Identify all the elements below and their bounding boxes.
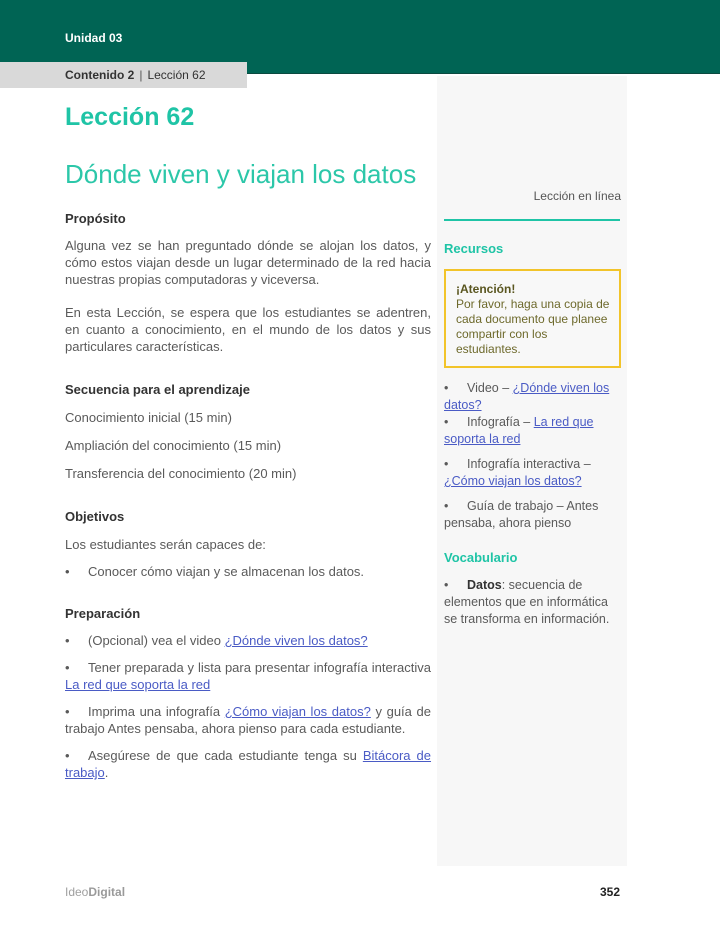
purpose-heading: Propósito xyxy=(65,211,126,226)
vocabulary-heading: Vocabulario xyxy=(444,550,518,565)
infographic-link[interactable]: ¿Cómo viajan los datos? xyxy=(224,704,371,719)
sequence-item: Conocimiento inicial (15 min) xyxy=(65,410,232,425)
breadcrumb-content: Contenido 2 xyxy=(65,68,135,82)
page-title: Lección 62 xyxy=(65,103,195,131)
unit-label: Unidad 03 xyxy=(65,31,123,45)
resource-label: Guía de trabajo – Antes pensaba, ahora pienso xyxy=(444,499,599,530)
vocabulary-definition: : secuencia de elementos que en informática se transforma en información. xyxy=(444,578,610,626)
brand-bold: Digital xyxy=(88,885,126,899)
alert-text: Por favor, haga una copia de cada documento que planee compartir con los estudiantes. xyxy=(456,297,610,356)
breadcrumb-lesson: Lección 62 xyxy=(147,68,206,82)
preparation-text: Asegúrese de que cada estudiante tenga su xyxy=(88,748,363,763)
resource-label: Video – xyxy=(467,381,513,395)
resource-item xyxy=(444,414,621,448)
page-number: 352 xyxy=(599,885,620,899)
purpose-paragraph: Alguna vez se han preguntado dónde se alojan los datos, y cómo estos viajan desde un lugar determinado de la red hacia nuestras propias computadoras y viceversa. xyxy=(65,238,431,287)
vocabulary-term: Datos xyxy=(467,578,502,592)
video-link[interactable]: ¿Dónde viven los datos? xyxy=(224,633,368,648)
attention-alert xyxy=(444,269,621,368)
resource-item xyxy=(444,380,621,414)
breadcrumb-separator: | xyxy=(139,68,143,82)
objective-item xyxy=(65,563,431,580)
brand-light: Ideo xyxy=(65,885,89,899)
sidebar-divider xyxy=(444,219,620,221)
sequence-item: Ampliación del conocimiento (15 min) xyxy=(65,438,282,453)
bullet-icon: • xyxy=(65,564,70,579)
bullet-icon: • xyxy=(65,704,70,719)
preparation-item xyxy=(65,632,431,649)
bullet-icon: • xyxy=(444,499,449,513)
resource-label: Infografía interactiva – xyxy=(467,457,591,471)
preparation-item xyxy=(65,659,431,693)
footer-brand-logo xyxy=(65,885,125,899)
sidebar xyxy=(444,188,621,628)
bullet-icon: • xyxy=(444,381,449,395)
objectives-heading: Objetivos xyxy=(65,509,125,524)
resource-interactive-infographic-link[interactable]: ¿Cómo viajan los datos? xyxy=(444,474,582,488)
preparation-text: . xyxy=(104,765,109,780)
resource-item xyxy=(444,456,621,490)
preparation-text: (Opcional) vea el video xyxy=(88,633,225,648)
bullet-icon: • xyxy=(65,748,70,763)
preparation-item xyxy=(65,747,431,781)
preparation-text: Imprima una infografía xyxy=(88,704,225,719)
bullet-icon: • xyxy=(444,457,449,471)
resources-heading: Recursos xyxy=(444,241,504,256)
logbook-link[interactable]: Bitácora de trabajo xyxy=(65,748,432,780)
resource-infographic-link[interactable]: La red que soporta la red xyxy=(444,415,594,446)
page-subtitle: Dónde viven y viajan los datos xyxy=(65,159,417,189)
resource-item xyxy=(444,498,621,532)
sequence-item: Transferencia del conocimiento (20 min) xyxy=(65,466,297,481)
online-lesson-label: Lección en línea xyxy=(533,189,621,203)
resources-list xyxy=(444,380,621,532)
resource-video-link[interactable]: ¿Dónde viven los datos? xyxy=(444,381,610,412)
resource-label: Infografía – xyxy=(467,415,534,429)
alert-title: ¡Atención! xyxy=(456,282,516,296)
sequence-heading: Secuencia para el aprendizaje xyxy=(65,382,250,397)
preparation-text: y guía de trabajo Antes pensaba, ahora pienso para cada estudiante. xyxy=(65,704,431,736)
bullet-icon: • xyxy=(65,633,70,648)
breadcrumb xyxy=(0,62,247,88)
main-content xyxy=(65,100,431,781)
preparation-item xyxy=(65,703,431,737)
objective-text: Conocer cómo viajan y se almacenan los datos. xyxy=(88,564,365,579)
preparation-text: Tener preparada y lista para presentar infografía interactiva xyxy=(88,660,431,675)
bullet-icon: • xyxy=(444,578,449,592)
bullet-icon: • xyxy=(444,415,449,429)
bullet-icon: • xyxy=(65,660,70,675)
purpose-paragraph: En esta Lección, se espera que los estudiantes se adentren, en cuanto a conocimiento, en el mundo de los datos y sus particulares características. xyxy=(65,305,431,354)
objectives-intro: Los estudiantes serán capaces de: xyxy=(65,537,266,552)
preparation-heading: Preparación xyxy=(65,606,141,621)
vocabulary-item xyxy=(444,577,621,628)
infographic-interactive-link[interactable]: La red que soporta la red xyxy=(65,677,211,692)
